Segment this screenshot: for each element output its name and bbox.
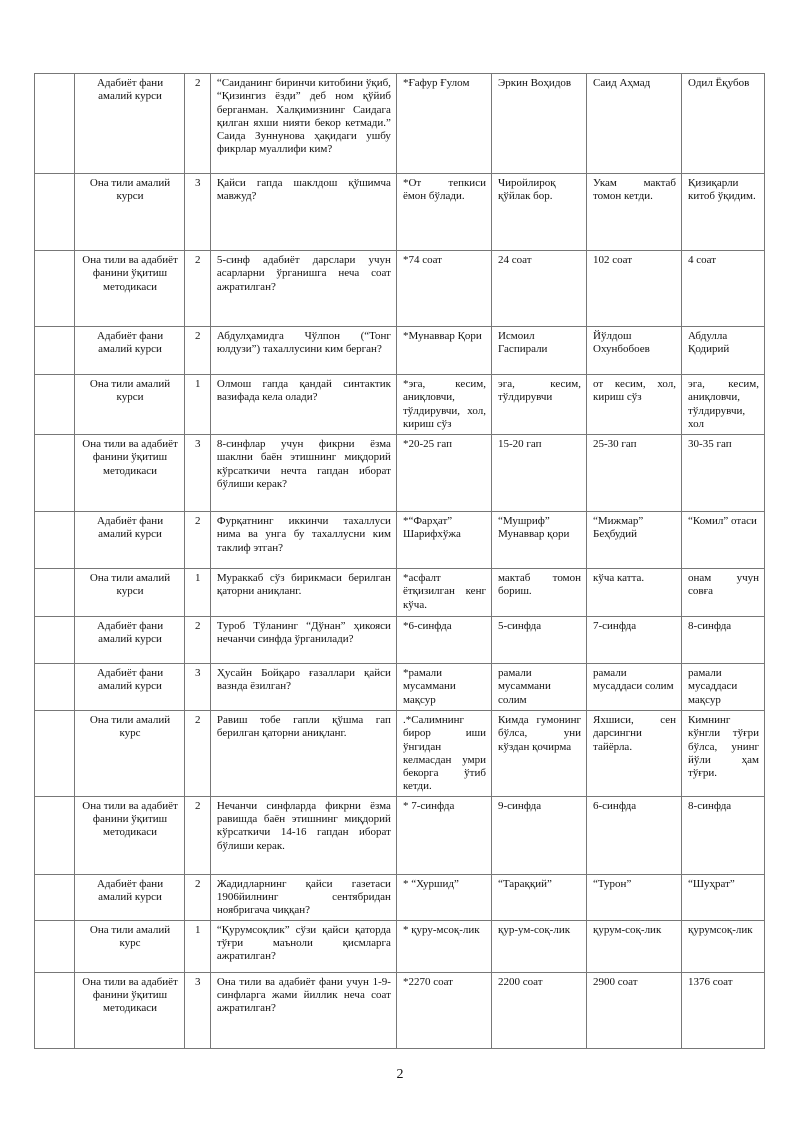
row-index-cell xyxy=(35,920,75,972)
subject-cell: Она тили амалий курс xyxy=(75,920,184,972)
answer-option-cell: қурумсоқ-лик xyxy=(682,920,765,972)
questions-table xyxy=(34,73,765,1049)
answer-option-cell: онам учун совға xyxy=(682,569,765,617)
answer-option-cell: 102 соат xyxy=(587,251,682,327)
table-row xyxy=(35,920,765,972)
table-row xyxy=(35,375,765,435)
answer-correct-cell: *От тепкиси ёмон бўлади. xyxy=(396,174,491,251)
question-cell: 5-синф адабиёт дарслари учун асарларни ўрганишга неча соат ажратилган? xyxy=(210,251,396,327)
row-index-cell xyxy=(35,74,75,174)
answer-option-cell: 15-20 гап xyxy=(491,435,586,512)
answer-correct-cell: *6-синфда xyxy=(396,617,491,664)
table-row xyxy=(35,711,765,797)
answer-correct-cell: *асфалт ётқизилган кенг кўча. xyxy=(396,569,491,617)
table-row xyxy=(35,796,765,874)
answer-option-cell: кўча катта. xyxy=(587,569,682,617)
answer-option-cell: 9-синфда xyxy=(491,796,586,874)
row-index-cell xyxy=(35,512,75,569)
difficulty-level-cell: 2 xyxy=(184,796,210,874)
subject-cell: Она тили ва адабиёт фанини ўқитиш методикаси xyxy=(75,251,184,327)
difficulty-level-cell: 3 xyxy=(184,174,210,251)
question-cell: 8-синфлар учун фикрни ёзма шаклни баён этишнинг миқдорий кўрсаткичи нечта гапдан иборат бўлиши керак? xyxy=(210,435,396,512)
question-cell: “Қурумсоқлик” сўзи қайси қаторда тўғри маъноли қисмларга ажратилган? xyxy=(210,920,396,972)
answer-option-cell: 6-синфда xyxy=(587,796,682,874)
answer-option-cell: Кимнинг кўнгли тўғри бўлса, унинг йўли ҳам тўғри. xyxy=(682,711,765,797)
row-index-cell xyxy=(35,251,75,327)
answer-correct-cell: *рамали мусаммани мақсур xyxy=(396,664,491,711)
row-index-cell xyxy=(35,711,75,797)
answer-option-cell: 24 соат xyxy=(491,251,586,327)
question-cell: Абдулҳамидга Чўлпон (“Тонг юлдузи”) тахаллусини ким берган? xyxy=(210,327,396,375)
answer-option-cell: эга, кесим, тўлдирувчи xyxy=(491,375,586,435)
table-row xyxy=(35,617,765,664)
answer-option-cell: Йўлдош Охунбобоев xyxy=(587,327,682,375)
answer-option-cell: Исмоил Гаспирали xyxy=(491,327,586,375)
difficulty-level-cell: 1 xyxy=(184,569,210,617)
subject-cell: Она тили ва адабиёт фанини ўқитиш методикаси xyxy=(75,796,184,874)
question-cell: Она тили ва адабиёт фани учун 1-9-синфларга жами йиллик неча соат ажратилган? xyxy=(210,972,396,1048)
answer-option-cell: рамали мусаддаси мақсур xyxy=(682,664,765,711)
subject-cell: Она тили ва адабиёт фанини ўқитиш методикаси xyxy=(75,972,184,1048)
answer-option-cell: 7-синфда xyxy=(587,617,682,664)
difficulty-level-cell: 1 xyxy=(184,375,210,435)
subject-cell: Адабиёт фани амалий курси xyxy=(75,874,184,920)
question-cell: Жадидларнинг қайси газетаси 1906йилнинг сентябридан ноябригача чиққан? xyxy=(210,874,396,920)
table-row xyxy=(35,174,765,251)
difficulty-level-cell: 2 xyxy=(184,512,210,569)
answer-option-cell: 8-синфда xyxy=(682,617,765,664)
question-cell: Нечанчи синфларда фикрни ёзма равишда баён этишнинг миқдорий кўрсаткичи 14-16 гапдан иборат бўлиши керак. xyxy=(210,796,396,874)
difficulty-level-cell: 2 xyxy=(184,251,210,327)
answer-correct-cell: * қуру-мсоқ-лик xyxy=(396,920,491,972)
question-cell: Қайси гапда шаклдош қўшимча мавжуд? xyxy=(210,174,396,251)
answer-option-cell: “Тараққий” xyxy=(491,874,586,920)
row-index-cell xyxy=(35,874,75,920)
questions-table-body xyxy=(35,74,765,1049)
answer-option-cell: Кимда гумонинг бўлса, уни кўздан қочирма xyxy=(491,711,586,797)
answer-option-cell: Абдулла Қодирий xyxy=(682,327,765,375)
row-index-cell xyxy=(35,664,75,711)
subject-cell: Она тили амалий курси xyxy=(75,569,184,617)
answer-option-cell: Одил Ёқубов xyxy=(682,74,765,174)
answer-option-cell: Укам мактаб томон кетди. xyxy=(587,174,682,251)
subject-cell: Она тили ва адабиёт фанини ўқитиш методикаси xyxy=(75,435,184,512)
table-row xyxy=(35,251,765,327)
row-index-cell xyxy=(35,174,75,251)
answer-correct-cell: *Мунаввар Қори xyxy=(396,327,491,375)
answer-option-cell: “Шуҳрат” xyxy=(682,874,765,920)
answer-option-cell: “Мушриф” Мунаввар қори xyxy=(491,512,586,569)
question-cell: Мураккаб сўз бирикмаси берилган қаторни аниқланг. xyxy=(210,569,396,617)
answer-correct-cell: *20-25 гап xyxy=(396,435,491,512)
difficulty-level-cell: 2 xyxy=(184,711,210,797)
answer-option-cell: қурум-соқ-лик xyxy=(587,920,682,972)
answer-correct-cell: *“Фарҳат” Шарифхўжа xyxy=(396,512,491,569)
answer-option-cell: 8-синфда xyxy=(682,796,765,874)
answer-option-cell: 2900 соат xyxy=(587,972,682,1048)
subject-cell: Адабиёт фани амалий курси xyxy=(75,512,184,569)
answer-option-cell: Саид Аҳмад xyxy=(587,74,682,174)
answer-option-cell: Эркин Воҳидов xyxy=(491,74,586,174)
answer-option-cell: рамали мусаддаси солим xyxy=(587,664,682,711)
answer-correct-cell: *эга, кесим, аниқловчи, тўлдирувчи, хол, кириш сўз xyxy=(396,375,491,435)
answer-option-cell: 25-30 гап xyxy=(587,435,682,512)
answer-option-cell: рамали мусаммани солим xyxy=(491,664,586,711)
row-index-cell xyxy=(35,435,75,512)
question-cell: Фурқатнинг иккинчи тахаллуси нима ва унга бу тахаллусни ким таклиф этган? xyxy=(210,512,396,569)
question-cell: “Саиданинг биринчи китобини ўқиб, “Қизингиз ёзди” деб ном қўйиб берганман. Халқимизнинг Саидага қилган яхши нияти бекор кетмади.” Саида Зуннунова ҳақидаги ушбу фикрлар муаллифи ким? xyxy=(210,74,396,174)
answer-correct-cell: *Ғафур Ғулом xyxy=(396,74,491,174)
answer-option-cell: Чиройлироқ қўйлак бор. xyxy=(491,174,586,251)
answer-correct-cell: *74 соат xyxy=(396,251,491,327)
row-index-cell xyxy=(35,375,75,435)
question-cell: Олмош гапда қандай синтактик вазифада кела олади? xyxy=(210,375,396,435)
answer-correct-cell: .*Салимнинг бирор иши ўнгидан келмасдан умри бекорга ўтиб кетди. xyxy=(396,711,491,797)
table-row xyxy=(35,327,765,375)
answer-option-cell: “Мижмар” Беҳбудий xyxy=(587,512,682,569)
row-index-cell xyxy=(35,617,75,664)
subject-cell: Адабиёт фани амалий курси xyxy=(75,617,184,664)
table-row xyxy=(35,435,765,512)
difficulty-level-cell: 3 xyxy=(184,972,210,1048)
subject-cell: Адабиёт фани амалий курси xyxy=(75,664,184,711)
difficulty-level-cell: 2 xyxy=(184,617,210,664)
answer-option-cell: Яхшиси, сен дарсингни тайёрла. xyxy=(587,711,682,797)
page-number: 2 xyxy=(396,1067,404,1082)
subject-cell: Она тили амалий курси xyxy=(75,174,184,251)
subject-cell: Адабиёт фани амалий курси xyxy=(75,327,184,375)
row-index-cell xyxy=(35,327,75,375)
difficulty-level-cell: 2 xyxy=(184,74,210,174)
question-cell: Туроб Тўланинг “Дўнан” ҳикояси нечанчи синфда ўрганилади? xyxy=(210,617,396,664)
answer-option-cell: от кесим, хол, кириш сўз xyxy=(587,375,682,435)
answer-option-cell: 1376 соат xyxy=(682,972,765,1048)
table-row xyxy=(35,74,765,174)
answer-option-cell: қур-ум-соқ-лик xyxy=(491,920,586,972)
answer-option-cell: эга, кесим, аниқловчи, тўлдирувчи, хол xyxy=(682,375,765,435)
table-row xyxy=(35,512,765,569)
answer-option-cell: 4 соат xyxy=(682,251,765,327)
answer-option-cell: 5-синфда xyxy=(491,617,586,664)
answer-option-cell: 30-35 гап xyxy=(682,435,765,512)
answer-option-cell: “Турон” xyxy=(587,874,682,920)
row-index-cell xyxy=(35,796,75,874)
answer-correct-cell: *2270 соат xyxy=(396,972,491,1048)
table-row xyxy=(35,972,765,1048)
row-index-cell xyxy=(35,972,75,1048)
question-cell: Ҳусайн Бойқаро ғазаллари қайси вазнда ёзилган? xyxy=(210,664,396,711)
answer-option-cell: мактаб томон бориш. xyxy=(491,569,586,617)
difficulty-level-cell: 1 xyxy=(184,920,210,972)
difficulty-level-cell: 2 xyxy=(184,874,210,920)
table-row xyxy=(35,664,765,711)
answer-correct-cell: * 7-синфда xyxy=(396,796,491,874)
difficulty-level-cell: 3 xyxy=(184,664,210,711)
table-row xyxy=(35,874,765,920)
table-row xyxy=(35,569,765,617)
answer-option-cell: “Комил” отаси xyxy=(682,512,765,569)
row-index-cell xyxy=(35,569,75,617)
question-cell: Равиш тобе гапли қўшма гап берилган қаторни аниқланг. xyxy=(210,711,396,797)
answer-option-cell: 2200 соат xyxy=(491,972,586,1048)
answer-correct-cell: * “Хуршид” xyxy=(396,874,491,920)
subject-cell: Она тили амалий курси xyxy=(75,375,184,435)
subject-cell: Она тили амалий курс xyxy=(75,711,184,797)
subject-cell: Адабиёт фани амалий курси xyxy=(75,74,184,174)
difficulty-level-cell: 3 xyxy=(184,435,210,512)
difficulty-level-cell: 2 xyxy=(184,327,210,375)
answer-option-cell: Қизиқарли китоб ўқидим. xyxy=(682,174,765,251)
